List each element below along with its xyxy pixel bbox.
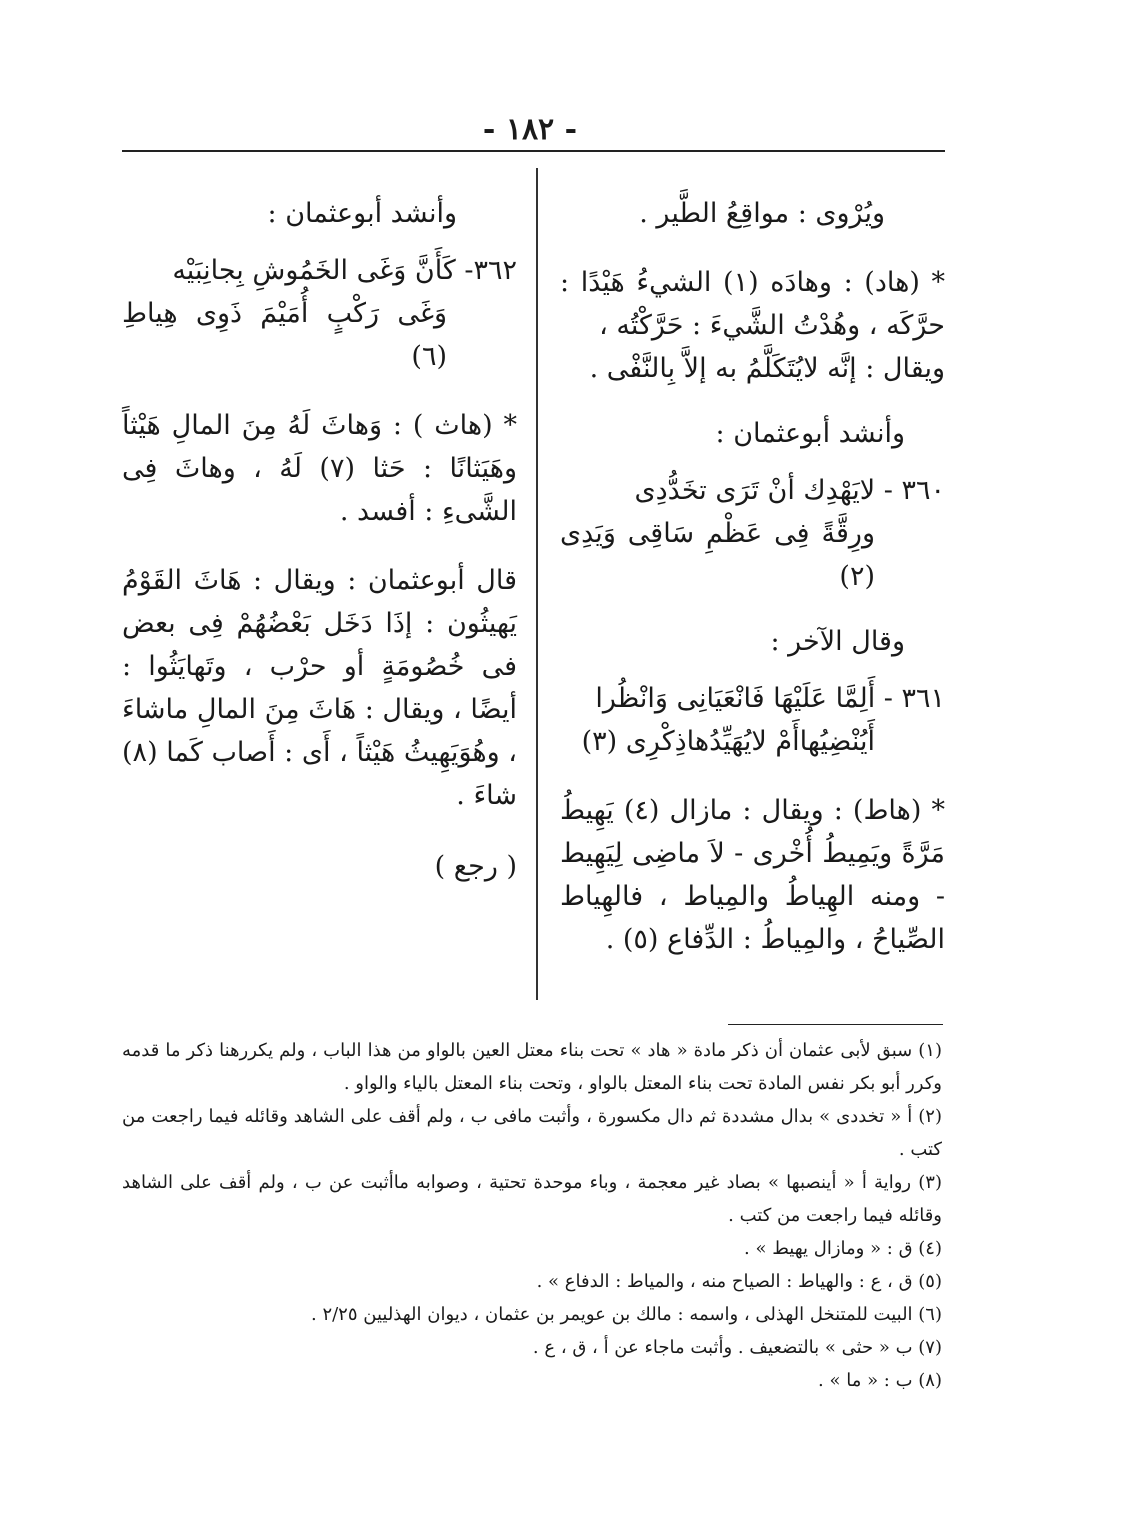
verse-361-line1: ٣٦١ - أَلِمَّا عَلَيْهَا فَانْعَيَانِى وَانْظُرا (595, 683, 945, 714)
footnote-6: (٦) البيت للمتنخل الهذلى ، واسمه : مالك بن عويمر بن عثمان ، ديوان الهذليين ٢/٢٥ . (311, 1304, 942, 1325)
recitation-heading: وأنشد أبوعثمان : (267, 198, 457, 229)
abu-uthman-statement: قال أبوعثمان : ويقال : هَاثَ القَوْمُ يَهيثُون : إذَا دَخَل بَعْضُهُمْ فِى بعض فى خُصُومَةٍ أو حرْب ، وتَهايَثُوا : أيضًا ، ويقال : هَاثَ مِنَ المالِ ماشاءَ ، وهُوَيَهِيثُ هَيْثاً ، أَى : أَصاب كَما (٨) شاءَ . (122, 565, 517, 811)
entry-had-continued: ويقال : إنَّه لايُتَكَلَّمُ به إلاَّ بِالنَّفْى . (589, 353, 945, 384)
recitation-heading: وأنشد أبوعثمان : (715, 418, 905, 449)
verse-361-line2: أَيُنْضِيُهاأَمْ لايُهَيِّدُهاذِكْرِى (٣) (581, 726, 875, 757)
column-divider (536, 168, 538, 1000)
footnote-rule (728, 1024, 943, 1025)
footnote-5: (٥) ق ، ع : والهياط : الصياح منه ، والمياط : الدفاع » . (536, 1271, 942, 1292)
footnote-7: (٧) ب « حثى » بالتضعيف . وأثبت ماجاء عن أ ، ق ، ع . (532, 1337, 942, 1358)
return-marker: ( رجع ) (434, 851, 517, 882)
entry-hat: * (هاط) : ويقال : مازال (٤) يَهِيطُ مَرَّةً ويَمِيطُ أُخْرى - لاَ ماضِى لِيَهِيط - ومنه الهِياطُ والمِياط ، فالهِياط الصِّياحُ ، والمِياطُ : الدِّفاع (٥) . (560, 795, 945, 955)
verse-362-line1: ٣٦٢- كَأَنَّ وَغَى الخَمُوشِ بِجانِبَيْه (172, 255, 517, 286)
variant-reading: ويُرْوى : مواقِعُ الطَّير . (639, 198, 885, 229)
footnote-2: (٢) أ « تخددى » بدال مشددة ثم دال مكسورة ، وأثبت مافى ب ، ولم أقف على الشاهد وقائله فيما راجعت من كتب . (122, 1106, 942, 1160)
footnote-8: (٨) ب : « ما » . (818, 1370, 942, 1391)
footnote-1: (١) سبق لأبى عثمان أن ذكر مادة « هاد » تحت بناء معتل العين بالواو من هذا الباب ، ولم يكررهنا ذكر ما قدمه وكرر أبو بكر نفس المادة تحت بناء المعتل بالواو ، وتحت بناء المعتل بالياء والواو . (122, 1040, 942, 1094)
header-rule (122, 150, 945, 152)
footnotes (122, 1034, 942, 1397)
page-number: - ١٨٢ - (482, 112, 578, 147)
another-poet-heading: وقال الآخر : (770, 626, 905, 657)
footnote-3: (٣) رواية أ « أينصبها » بصاد غير معجمة ، وباء موحدة تحتية ، وصوابه ماأثبت عن ب ، ولم أقف على الشاهد وقائله فيما راجعت من كتب . (122, 1172, 942, 1226)
verse-362-line2: وَغَى رَكْبٍ أُمَيْمَ ذَوِى هِياطِ (٦) (122, 298, 447, 372)
left-column (122, 180, 517, 888)
verse-360-line2: ورِقَّةً فِى عَظْمِ سَاقِى وَيَدِى (٢) (560, 518, 875, 592)
footnote-4: (٤) ق : « ومازال يهيط » . (744, 1238, 942, 1259)
verse-360-line1: ٣٦٠ - لايَهْدِك أنْ تَرَى تخَدُّدِى (634, 475, 945, 506)
entry-had: * (هاد) : وهادَه (١) الشيءُ هَيْدًا : حرَّكَه ، وهُدْتُ الشَّيءَ : حَرَّكْتُه ، (560, 267, 945, 341)
entry-hath: * (هاث ) : وَهاثَ لَهُ مِنَ المالِ هَيْثاً وهَيَثانًا : حَثا (٧) لَهُ ، وهاثَ فِى الشَّىءِ : أفسد . (122, 410, 517, 527)
right-column (560, 180, 945, 961)
